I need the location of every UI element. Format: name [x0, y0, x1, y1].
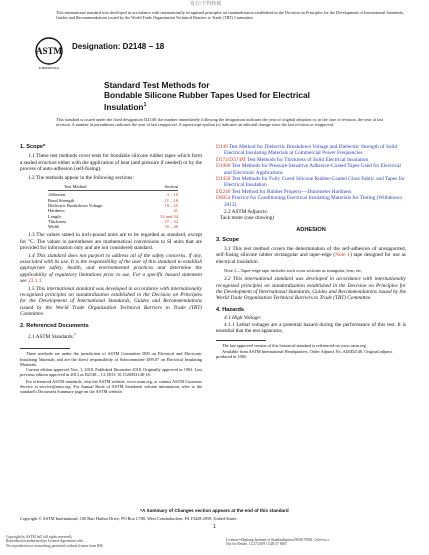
paragraph-3-1: 3.1 This test method covers the determination of the self-adhesion of unsupported, self-fusing silicone rubber rectangular and taper-edge (Note 1) tape designed for use as electrical insulation.: [216, 245, 406, 265]
reference-title-link[interactable]: Test Methods for Fully Cured Silicone Rubber-Coated Glass Fabric and Tapes for Electrical Insulation: [224, 176, 405, 189]
paragraph-3-2: 3.2 This international standard was developed in accordance with internationally recognized principles on standardization established in the Decision on Principles for the Development of International Standards, Guides and Recommendations issued by the World Trade Organization Technical Barriers to Trade (TBT) Committee.: [216, 276, 406, 302]
reference-code-link[interactable]: D2240: [216, 188, 231, 195]
page-title: [104, 80, 404, 112]
top-notice: This international standard was developed in accordance with internationally recognized principles on standardization established in the Decision on Principles for the Development of International Standards, Guides and Recommendations issued by the World Trade Organization Technical Barriers to Trade (TBT) Committee.: [56, 10, 405, 21]
footnote-ref-2: 2: [74, 332, 76, 337]
table-header: [48, 184, 178, 189]
reference-code-link[interactable]: D6054: [216, 195, 231, 202]
paragraph-3-1-end: tape designed for use as electrical insulation.: [216, 252, 406, 265]
table-cell-section: 19 – 25: [164, 202, 178, 208]
reference-item: [216, 163, 406, 176]
paragraph-1-1: 1.1 These test methods cover tests for bondable silicone rubber tapes which form a sealed structure either with the application of heat (and pressure if needed) or by the process of auto-adhesion (self-fusing).: [20, 153, 202, 173]
svg-text:INTERNATIONAL: INTERNATIONAL: [38, 67, 60, 70]
issuance-note: This standard is issued under the fixed designation D2148; the number immediately following the designation indicates the year of original adoption or, in the case of revision, the year of last revision. A number in parentheses indicates the year of last reapproval. A superscript epsilon (ε) indicates an editorial change since the last revision or reapproval.: [56, 117, 384, 128]
watermark-stamp: 发行/不得转载: [190, 2, 222, 7]
license-right: Licensee=Zhejiang Institute of Standardization/5958175001, User=xx, r Not for Resale, 12/27/2019 13:28:37 MST: [226, 538, 330, 547]
table-cell-section: 11 – 16: [164, 197, 178, 203]
reference-code-link[interactable]: D374/D374M: [216, 156, 246, 163]
table-cell-section: 41: [173, 208, 178, 214]
paragraph-2-1: [20, 331, 202, 340]
table-cell-method: Width: [48, 224, 60, 230]
reference-title-link[interactable]: Practice for Conditioning Electrical Insulating Materials for Testing (Withdrawn 2012): [224, 195, 402, 208]
table-cell-method: Bond Strength: [48, 197, 75, 203]
footnote-3: The last approved version of this historical standard is referenced on www.astm.org.: [222, 343, 367, 349]
paragraph-4-1-1: 4.1.1 Lethal voltages are a potential hazard during the performance of this test. It is essential that the test apparatus,: [216, 321, 406, 335]
table-header-section: Section: [164, 184, 178, 190]
section-link-23-1-1[interactable]: 23.1.1: [28, 278, 42, 285]
svg-text:ASTM: ASTM: [35, 46, 63, 56]
hazards-heading: 4. Hazards: [216, 306, 244, 313]
table-cell-method: Dielectric Breakdown Voltage: [48, 202, 103, 208]
paragraph-4-1: 4.1 High Voltage:: [224, 315, 262, 322]
reference-item: [216, 195, 406, 208]
footnote-1-b: Current edition approved Nov. 1, 2018. Published December 2018. Originally approved in 1963. Last previous edition approved in 2013 as D2148 – 13. DOI: 10.1520/D2148-18.: [20, 367, 202, 378]
table-cell-method: Thickness: [48, 218, 67, 224]
paragraph-1-4-text: 1.4 This standard does not purport to address all of the safety concerns, if any, associated with its use. It is the responsibility of the user of this standard to establish appropriate safety, health, and environmental practices and determine the applicability of regulatory limitations prior to use. For a specific hazard statement see: [20, 252, 202, 285]
reference-title-link[interactable]: Test Methods for Thickness of Solid Electrical Insulation: [246, 156, 369, 163]
reference-item: [216, 176, 406, 189]
footnote-2: For referenced ASTM standards, visit the ASTM website, www.astm.org, or contact ASTM Customer Service at service@astm.org. For Annual Book of ASTM Standards volume information, refer to the standard's Document Summary page on the ASTM website.: [20, 378, 202, 395]
title-line-2: Bondable Silicone Rubber Tapes Used for Electrical: [104, 90, 311, 100]
title-line-3: Insulation: [104, 101, 144, 112]
left-column: [20, 144, 202, 395]
paragraph-1-2: 1.2 The methods appear in the following sections:: [28, 174, 134, 181]
table-cell-section: 33 and 34: [160, 213, 178, 219]
astm-logo: [34, 37, 64, 71]
page-number: 1: [213, 524, 216, 530]
reference-title-link[interactable]: Test Method for Rubber Property—Durometer Hardness: [231, 188, 352, 195]
reference-item: [216, 144, 406, 157]
table-cell-method: Adhesion: [48, 192, 66, 198]
reference-title-link[interactable]: Test Methods for Pressure-Sensitive Adhesive-Coated Tapes Used for Electrical and Electronic Applications: [224, 163, 401, 176]
right-column: [216, 144, 406, 359]
referenced-standards-list: [216, 144, 406, 208]
paragraph-3-1-text: 3.1 This test method covers the determination of the self-adhesion of unsupported, self-fusing silicone rubber rectangular and taper-edge: [216, 245, 406, 259]
scope-3-heading: 3. Scope: [216, 237, 240, 244]
reference-code-link[interactable]: D149: [216, 144, 228, 150]
referenced-documents-heading: 2. Referenced Documents: [20, 322, 89, 329]
table-cell-section: 27 – 32: [164, 218, 178, 224]
table-header-method: Test Method: [64, 184, 87, 190]
sections-table: [48, 184, 178, 229]
summary-of-changes-note: *A Summary of Changes section appears at the end of this standard: [140, 508, 289, 513]
table-cell-method: Hardness: [48, 208, 65, 214]
reference-code-link[interactable]: D1000: [216, 163, 231, 170]
title-footnote-ref: 1: [143, 102, 147, 108]
adjunct-item: Tack tester (one drawing): [220, 215, 275, 222]
note-1-link[interactable]: Note 1: [335, 252, 350, 259]
table-row: [48, 224, 178, 229]
footnote-4: Available from ASTM International Headquarters. Order Adjunct No. ADJD2148. Original adjunct produced in 1965.: [216, 348, 393, 360]
footnote-1: These methods are under the jurisdiction of ASTM Committee D09 on Electrical and Electronic Insulating Materials and are the direct responsibility of Subcommittee D09.07 on Electrical Insulating Materials.: [20, 351, 202, 367]
reference-title-link[interactable]: Test Method for Dielectric Breakdown Voltage and Dielectric Strength of Solid Electrical Insulating Materials at Commercial Power Frequencies: [224, 144, 398, 157]
paragraph-2-2-text: 2.2 ASTM Adjuncts:: [224, 209, 268, 216]
table-body: [48, 192, 178, 229]
paragraph-1-4: 1.4 This standard does not purport to address all of the safety concerns, if any, associated with its use. It is the responsibility of the user of this standard to establish appropriate safety, health, and environmental practices and determine the applicability of regulatory limitations prior to use. For a specific hazard statement see 23.1.1.: [20, 252, 202, 285]
note-1: Note 1—Taper-edge tape includes such cross sections as triangular, lens, etc.: [224, 267, 363, 273]
adhesion-heading: ADHESION: [296, 226, 326, 233]
table-cell-section: 3 – 10: [166, 192, 178, 198]
table-cell-section: 35 – 40: [164, 224, 178, 230]
license-left: Copyright by ASTM Int'l (all rights reserved); Reproduction authorized per License Agreement with … No reproduction or networking permitted without license from IHS: [6, 535, 103, 548]
table-cell-method: Length: [48, 213, 61, 219]
title-line-1: Standard Test Methods for: [104, 80, 210, 90]
paragraph-1-3: 1.3 The values stated in inch-pound units are to be regarded as standard, except for °C. The values in parentheses are mathematical conversions to SI units that are provided for information only and are not considered standard.: [20, 232, 202, 252]
designation: Designation: D2148 − 18: [72, 42, 165, 51]
paragraph-1-5: 1.5 This international standard was developed in accordance with internationally recognized principles on standardization established in the Decision on Principles for the Development of International Standards, Guides and Recommendations issued by the World Trade Organization Technical Barriers to Trade (TBT) Committee.: [20, 285, 202, 318]
copyright-line: Copyright © ASTM International, 100 Barr Harbor Drive, PO Box C700, West Conshohocken, PA 19428-2959. United States: [20, 516, 237, 521]
paragraph-2-1-text: 2.1 ASTM Standards:: [28, 333, 75, 340]
reference-code-link[interactable]: D1458: [216, 176, 231, 183]
scope-heading: 1. Scope*: [20, 144, 46, 150]
